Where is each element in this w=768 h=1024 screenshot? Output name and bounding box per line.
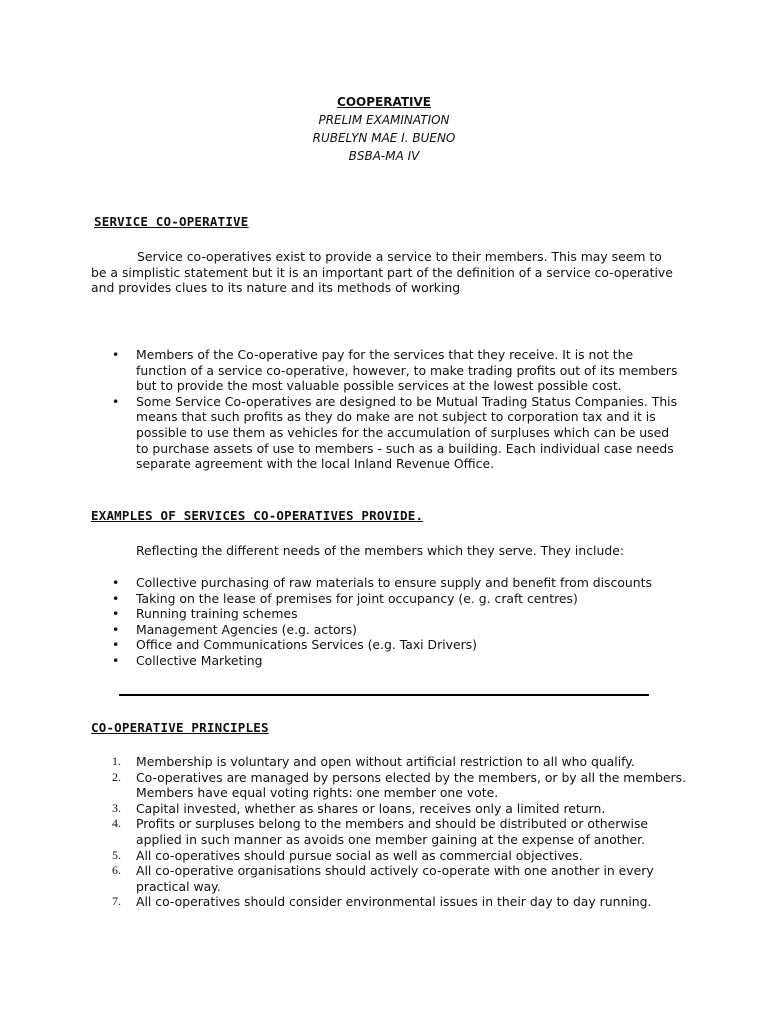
list-number: 3.: [112, 800, 121, 815]
list-item-text: Collective Marketing: [136, 652, 263, 668]
list-number: 7.: [112, 894, 121, 909]
principles-list: [112, 754, 692, 910]
list-item: [112, 863, 692, 894]
bullet-icon: •: [112, 347, 120, 362]
horizontal-divider: [119, 694, 649, 696]
list-item: [112, 848, 692, 864]
list-item-text: Collective purchasing of raw materials to ensure supply and benefit from discounts: [136, 575, 652, 590]
bullet-icon: •: [112, 393, 120, 409]
list-item-text: Capital invested, whether as shares or loans, receives only a limited return.: [136, 800, 606, 816]
list-item-text: Management Agencies (e.g. actors): [136, 621, 358, 637]
bullet-icon: •: [112, 590, 120, 606]
bullet-icon: •: [112, 652, 120, 668]
list-item: [112, 347, 682, 394]
service-cooperative-bullets: [112, 347, 682, 472]
bullet-icon: •: [112, 637, 120, 653]
list-item-text: Profits or surpluses belong to the members and should be distributed or otherwise applied in such manner as avoids one member gaining at the expense of another.: [136, 816, 649, 847]
document-header: [0, 93, 768, 165]
list-item-text: Taking on the lease of premises for joint occupancy (e. g. craft centres): [136, 590, 578, 606]
list-item-text: Some Service Co-operatives are designed to be Mutual Trading Status Companies. This means that such profits as they do make are not subject to corporation tax and it is possible to use them as vehicles for the accumulation of surpluses which can be used to purchase assets of use to members - such as a building. Each individual case needs separate agreement with the local Inland Revenue Office.: [136, 393, 678, 472]
examples-bullets: [112, 575, 692, 669]
list-item: [112, 816, 692, 847]
exam-label: PRELIM EXAMINATION: [318, 113, 450, 127]
list-item: [112, 637, 692, 653]
list-item-text: Running training schemes: [136, 606, 298, 622]
list-number: 1.: [112, 754, 121, 768]
bullet-icon: •: [112, 621, 120, 637]
section-heading-examples: EXAMPLES OF SERVICES CO-OPERATIVES PROVIDE.: [91, 508, 424, 523]
list-item: [112, 770, 692, 801]
list-item: [112, 591, 692, 607]
list-item-text: All co-operative organisations should actively co-operate with one another in every practical way.: [136, 863, 654, 894]
list-number: 2.: [112, 769, 121, 784]
list-item-text: Co-operatives are managed by persons elected by the members, or by all the members. Members have equal voting rights: one member one vote.: [136, 769, 687, 801]
section-heading-service-cooperative: SERVICE CO-OPERATIVE: [94, 214, 249, 229]
list-number: 5.: [112, 847, 121, 862]
list-item: [112, 394, 682, 472]
list-item: [112, 801, 692, 817]
list-item: [112, 622, 692, 638]
list-item-text: Membership is voluntary and open without artificial restriction to all who qualify.: [136, 754, 635, 769]
list-item: [112, 606, 692, 622]
service-cooperative-intro: Service co-operatives exist to provide a service to their members. This may seem to be a simplistic statement but it is an important part of the definition of a service co-operative and provides clues to its nature and its methods of working: [91, 249, 673, 295]
bullet-icon: •: [112, 575, 120, 590]
document-title: COOPERATIVE: [337, 95, 431, 109]
list-number: 4.: [112, 816, 121, 831]
bullet-icon: •: [112, 606, 120, 622]
list-item-text: All co-operatives should pursue social as well as commercial objectives.: [136, 847, 583, 863]
list-item-text: All co-operatives should consider environmental issues in their day to day running.: [136, 894, 652, 910]
section-heading-principles: CO-OPERATIVE PRINCIPLES: [91, 720, 269, 735]
course-label: BSBA-MA IV: [348, 149, 420, 163]
author-name: RUBELYN MAE I. BUENO: [312, 131, 456, 145]
list-item-text: Office and Communications Services (e.g. Taxi Drivers): [136, 637, 477, 653]
list-item: [112, 894, 692, 910]
list-item: [112, 575, 692, 591]
list-number: 6.: [112, 863, 121, 878]
list-item-text: Members of the Co-operative pay for the services that they receive. It is not the function of a service co-operative, however, to make trading profits out of its members but to provide the most valuable possible services at the lowest possible cost.: [136, 347, 678, 394]
examples-intro: Reflecting the different needs of the members which they serve. They include:: [136, 543, 624, 558]
list-item: [112, 653, 692, 669]
list-item: [112, 754, 692, 770]
